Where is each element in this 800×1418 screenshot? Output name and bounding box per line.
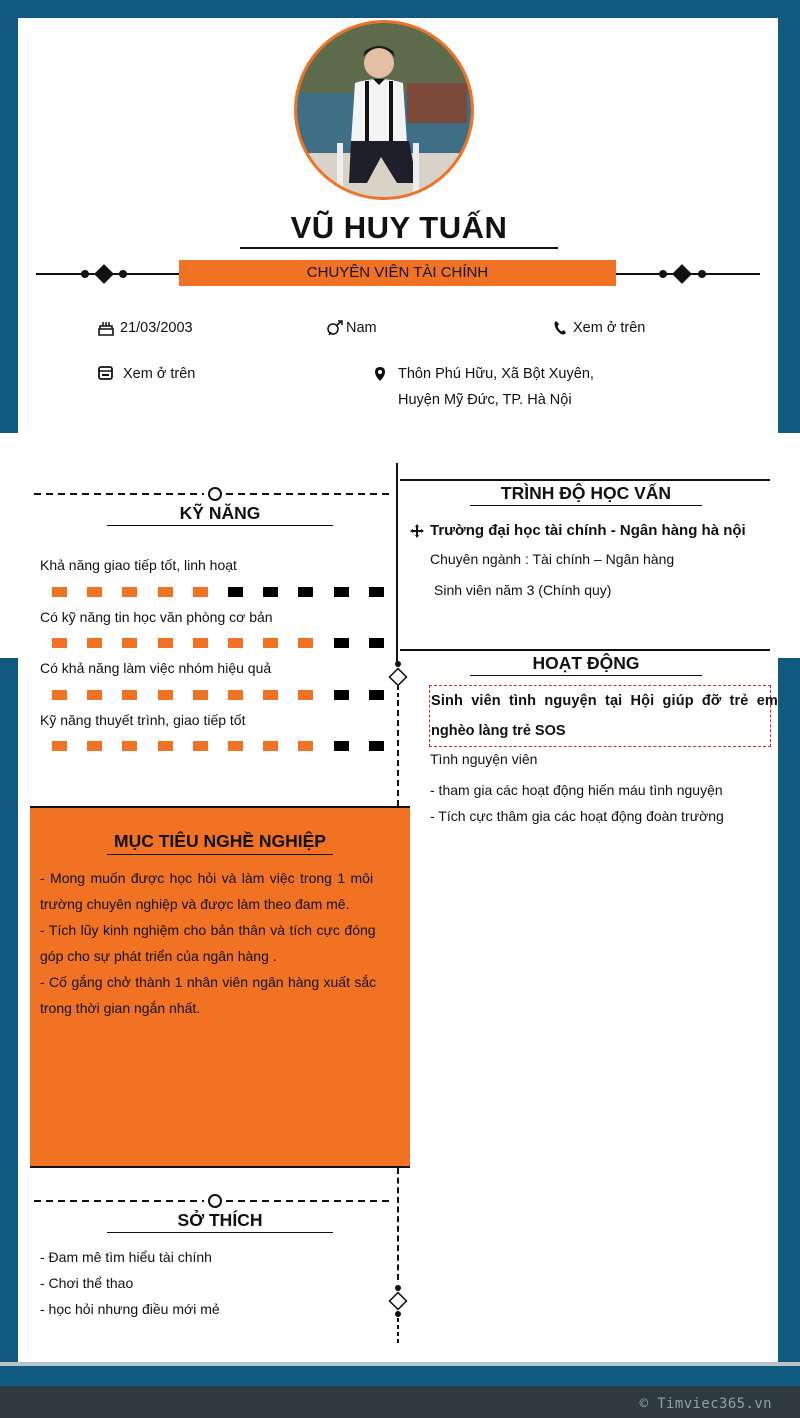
skill-dash-filled [87, 587, 102, 597]
hobbies-title: SỞ THÍCH [177, 1210, 263, 1230]
skill-dash-filled [298, 638, 313, 648]
skill-dash-filled [87, 741, 102, 751]
title-ornament-left [36, 264, 179, 284]
job-title: CHUYÊN VIÊN TÀI CHÍNH [179, 260, 616, 286]
activities-top-rule [400, 649, 770, 651]
skill-dash-filled [228, 690, 243, 700]
skill-dash-filled [158, 587, 173, 597]
education-title-underline [470, 505, 702, 506]
skill-bar-4 [52, 740, 392, 752]
skill-dash-filled [87, 690, 102, 700]
skill-dash-filled [298, 741, 313, 751]
skill-dash-filled [193, 587, 208, 597]
career-goal-line: - Tích lũy kinh nghiệm cho bản thân và tích cực đóng [40, 922, 376, 938]
career-goal-line: trường chuyên nghiệp và được làm theo đam mê. [40, 896, 350, 912]
career-goal-line: - Cố gắng chở thành 1 nhân viên ngân hàng xuất sắc [40, 974, 377, 990]
career-goal-title: MỤC TIÊU NGHỀ NGHIỆP [114, 831, 326, 851]
education-top-rule [400, 479, 770, 481]
skill-dash-filled [158, 690, 173, 700]
skill-dash-filled [122, 638, 137, 648]
skill-dash-filled [122, 587, 137, 597]
career-goal-line: - Mong muốn được học hỏi và làm việc trong 1 môi [40, 870, 374, 886]
career-goal-line: trong thời gian ngắn nhất. [40, 1000, 201, 1016]
hobby-item-1: - Đam mê tìm hiểu tài chính [40, 1249, 212, 1265]
activities-headline-line-2: nghèo làng trẻ SOS [431, 723, 566, 739]
skill-dash-empty [334, 587, 349, 597]
education-school: Trường đại học tài chính - Ngân hàng hà nội [430, 522, 746, 539]
skill-dash-filled [52, 638, 67, 648]
skill-dash-empty [369, 587, 384, 597]
gender-icon [326, 320, 344, 336]
skill-dash-filled [122, 741, 137, 751]
skill-dash-filled [52, 587, 67, 597]
skill-dash-empty [263, 587, 278, 597]
skills-title: KỸ NĂNG [179, 503, 261, 523]
frame-strip [0, 1366, 800, 1386]
career-goal-title-underline [107, 854, 333, 855]
gender-row [326, 320, 377, 336]
center-divider-dashed-2 [397, 1168, 399, 1280]
avatar-photo [297, 23, 471, 197]
skill-dash-filled [193, 690, 208, 700]
education-school-row [410, 522, 746, 539]
skill-dash-filled [263, 741, 278, 751]
skill-bar-2 [52, 637, 392, 649]
activities-item-1: - tham gia các hoạt động hiến máu tình nguyện [430, 782, 723, 798]
education-title: TRÌNH ĐỘ HỌC VẤN [500, 483, 672, 503]
skill-dash-filled [263, 638, 278, 648]
skill-dash-filled [193, 638, 208, 648]
phone-row [553, 320, 645, 336]
hobby-item-3: - học hỏi nhưng điều mới mẻ [40, 1301, 220, 1317]
skill-bar-1 [52, 586, 392, 598]
footer-credit: © Timviec365.vn [639, 1396, 772, 1412]
education-bullet-icon [410, 524, 424, 538]
activities-title: HOẠT ĐỘNG [532, 653, 640, 673]
hobby-item-2: - Chơi thể thao [40, 1275, 134, 1291]
skill-dash-filled [158, 638, 173, 648]
skill-dash-empty [334, 741, 349, 751]
cake-icon [98, 320, 114, 336]
career-goal-text [40, 865, 377, 1021]
skill-dash-filled [158, 741, 173, 751]
email-value[interactable]: Xem ở trên [123, 366, 196, 382]
phone-icon [553, 320, 567, 336]
skills-top-rule [34, 485, 390, 503]
career-goal-line: góp cho sự phát triển của ngân hàng . [40, 948, 277, 964]
candidate-name: VŨ HUY TUẤN [290, 210, 508, 245]
skill-dash-filled [52, 741, 67, 751]
skill-label-3: Có khả năng làm việc nhóm hiệu quả [40, 660, 272, 676]
center-divider-dashed [397, 700, 399, 806]
skill-dash-empty [369, 741, 384, 751]
education-status: Sinh viên năm 3 (Chính quy) [434, 582, 612, 598]
skill-label-2: Có kỹ năng tin học văn phòng cơ bản [40, 609, 273, 625]
education-major: Chuyên ngành : Tài chính – Ngân hàng [430, 551, 675, 567]
gender-value: Nam [346, 320, 377, 336]
skill-dash-empty [228, 587, 243, 597]
birthdate-row [98, 320, 193, 336]
skill-dash-filled [228, 638, 243, 648]
activities-headline-line-1: Sinh viên tình nguyện tại Hội giúp đỡ trẻ em [431, 693, 778, 709]
email-row [98, 366, 195, 382]
birthdate-value: 21/03/2003 [120, 320, 193, 336]
name-underline [240, 247, 558, 249]
activities-headline-box [429, 685, 778, 747]
address-line-1: Thôn Phú Hữu, Xã Bột Xuyên, [398, 366, 594, 382]
skill-dash-filled [228, 741, 243, 751]
skills-title-underline [107, 525, 333, 526]
activities-item-2: - Tích cực thâm gia các hoạt động đoàn trường [430, 808, 724, 824]
skill-dash-filled [193, 741, 208, 751]
avatar [294, 20, 474, 200]
activities-title-underline [470, 675, 702, 676]
skill-dash-filled [87, 638, 102, 648]
phone-value[interactable]: Xem ở trên [573, 320, 646, 336]
skill-label-1: Khả năng giao tiếp tốt, linh hoạt [40, 557, 237, 573]
skill-dash-empty [334, 690, 349, 700]
skill-dash-empty [369, 638, 384, 648]
skill-dash-filled [52, 690, 67, 700]
address-row [374, 366, 594, 413]
location-icon [374, 366, 386, 382]
center-divider-upper [396, 463, 398, 663]
activities-role: Tình nguyện viên [430, 751, 538, 767]
skill-dash-filled [298, 690, 313, 700]
skill-bar-3 [52, 689, 392, 701]
skill-dash-empty [369, 690, 384, 700]
email-icon [98, 366, 113, 380]
hobbies-title-underline [107, 1232, 333, 1233]
skill-dash-filled [263, 690, 278, 700]
address-block [398, 361, 594, 413]
skill-dash-empty [298, 587, 313, 597]
skill-dash-empty [334, 638, 349, 648]
skill-dash-filled [122, 690, 137, 700]
skill-label-4: Kỹ năng thuyết trình, giao tiếp tốt [40, 712, 246, 728]
title-ornament-right [616, 264, 760, 284]
hobbies-top-rule [34, 1192, 390, 1210]
address-line-2: Huyện Mỹ Đức, TP. Hà Nội [398, 392, 572, 408]
center-divider-ornament-2 [388, 1282, 408, 1346]
